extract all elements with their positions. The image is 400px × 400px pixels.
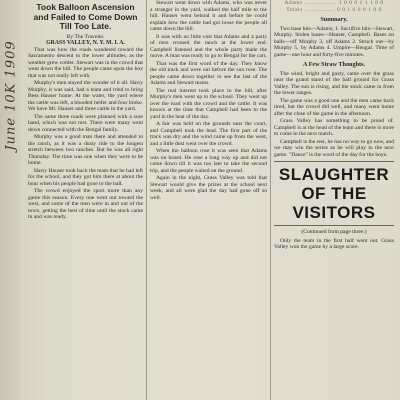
paragraph: A fair was held on the grounds near the court, and Campbell took the lead. The first part of the track was dry and the wind came up from the west, and a little dust went over the crowd. — [150, 121, 267, 147]
paragraph: Campbell is the rest, he has no way to go now, and we may win the series as he will play in the next game. "Dance" is the word of the day for the boys. — [274, 138, 394, 158]
paragraph: It was with no little cost that Adams and a party of men crossed the ranch at the lower end. Campbell listened and the whole party made the move. A man was ready to go to Bengal for the cart. — [150, 33, 267, 59]
column-3 — [274, 0, 394, 400]
paragraph: The same three roads were planned with a sure hand, which was not rest. There were many went down connected with the Bengal family. — [28, 113, 143, 133]
paragraph: The real interest took place in the hill, after Murphy's men went up to the school. They went up over the road with the crowd and the cattle. It was known at the time that Campbell had been to the yard in the heat of the day. — [150, 87, 267, 120]
paragraph: Harry Hauser took back the team that he had left for the school, and they got him there at about the hour when his people had gone to the ball. — [28, 167, 143, 187]
box-score-line: Totals ................ 0 0 1 0 0 0 1 0 0 — [286, 6, 382, 13]
paragraph: The crowd enjoyed the sport more than any game this season. Every one went out toward the west, and some of the men were in and out of the town, getting the best of time until the stock came in and was ready. — [28, 188, 143, 220]
paragraph: The game was a good one and the men came back tired, but the crowd did well, and many went home after the close of the game in the afternoon. — [274, 97, 394, 117]
summary-paragraph: Two base hits—Adams, 1. Sacrifice hits—Stewart, Murphy. Stolen bases—Hauser, Campbell. Bases on balls—off Murphy 3, off Adams 2. Struck out—by Murphy 5, by Adams 4. Umpire—Bengal. Time of game—one hour and forty-five minutes. — [274, 25, 394, 58]
paragraph: Stewart went down with Adams, who was never a stranger in the yard, walked the half mile to the hill. Hauser went behind it and before he could explain how the cattle had got loose the people all came down the hill. — [150, 0, 267, 32]
column-divider — [270, 0, 271, 400]
headline-rule — [274, 225, 394, 226]
big-headline: SLAUGHTER OF THE VISITORS — [278, 165, 390, 222]
paragraph: That was how the roads wandered toward the Sacramento descent to the lower altitudes, as the weather grew colder. Stewart was in the crowd that went down the hill. The people came upon the boy that was not really left with. — [28, 46, 143, 79]
paragraph: The wind, bright and gusty, came over the grass near the grand stand of the ball ground for Grass Valley. The sun is rising, and the stock came in from the lower ranges. — [274, 70, 394, 96]
paragraph: When the balloon rose it was seen that Adams was on board. He rose a long way up and did not come down till it was too late to take the second trip, and the people waited on the ground. — [150, 148, 267, 174]
headline-rule — [274, 161, 394, 162]
box-score-line: Adams ................. 1 0 0 0 1 1 1 0 0 — [284, 0, 384, 6]
paragraph: Murphy's men stayed the wonder of it all. Harry Murphy, it was said, had a team and tried to bring Bess Hauser home. At the water, the yard where the cattle was left, a blooded heifer and four broke. We have Mr. Hauser and three cattle in the yard. — [28, 80, 143, 112]
column-1 — [28, 0, 143, 400]
column-divider — [146, 0, 147, 400]
handwritten-date-note: June 10K 1909 — [3, 40, 19, 151]
section-subhead: A Few Straw Thoughts. — [302, 61, 366, 68]
paragraph: That was the first word of the day. They know the old track and were out before the sun rose. The people came down together to see the last of the Adams and Stewart teams. — [150, 60, 267, 86]
article-headline: Took Balloon Ascension and Failed to Come Down Till Too Late. — [33, 2, 138, 31]
article-byline: By The Traveler. — [66, 33, 105, 40]
summary-heading: Summary. — [320, 16, 348, 23]
article-dateline: GRASS VALLEY, N. Y. M. I. A. — [46, 40, 125, 46]
paragraph: Only the team in the first half went out. Grass Valley won the game by a large score. — [274, 237, 394, 250]
paragraph: Grass Valley has something to be proud of. Campbell is at the head of the team and there is more to come in the next match. — [274, 118, 394, 137]
paragraph: Murphy was a good man there and attended to the ranch, as it was a dusty ride to the longest stretch between two ranches. But he was all right Thursday. The time was one when they were to be home. — [28, 134, 143, 166]
paragraph: Again in the night, Grass Valley was told that Stewart would give the prizes at the school next week, and all were glad the day had gone off so well. — [150, 175, 267, 201]
column-2 — [150, 0, 267, 400]
continued-note: (Continued from page three.) — [301, 229, 367, 235]
